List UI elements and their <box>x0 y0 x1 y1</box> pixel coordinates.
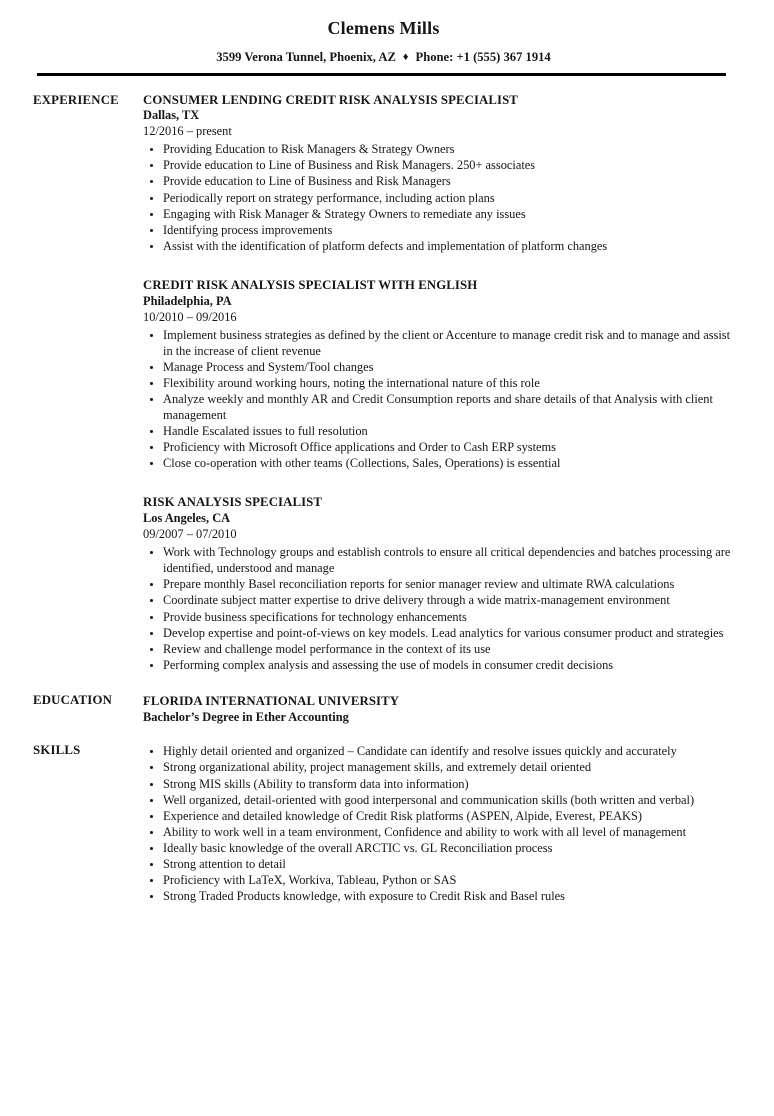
header-divider <box>37 73 726 76</box>
education-school: FLORIDA INTERNATIONAL UNIVERSITY <box>143 693 400 708</box>
bullet-item: • Review and challenge model performance in the context of its use <box>163 641 734 657</box>
job-bullet-list <box>143 141 734 254</box>
bullet-item: • Strong organizational ability, project management skills, and extremely detail oriented <box>163 759 734 775</box>
resume-body <box>33 93 734 905</box>
bullet-item: • Handle Escalated issues to full resolution <box>163 423 734 439</box>
bullet-item: • Provide education to Line of Business and Risk Managers <box>163 173 734 189</box>
bullet-item: • Strong attention to detail <box>163 856 734 872</box>
experience-content <box>143 93 734 673</box>
education-degree: Bachelor’s Degree in Ether Accounting <box>143 710 349 725</box>
section-skills <box>33 742 734 904</box>
job-dates: 12/2016 – present <box>143 124 232 139</box>
bullet-item: • Manage Process and System/Tool changes <box>163 359 734 375</box>
section-education <box>33 693 734 725</box>
bullet-item: • Experience and detailed knowledge of Credit Risk platforms (ASPEN, Alpide, Everest, PEAKS) <box>163 808 734 824</box>
job-dates: 09/2007 – 07/2010 <box>143 527 237 542</box>
job-title: RISK ANALYSIS SPECIALIST <box>143 495 323 510</box>
bullet-item: • Assist with the identification of platform defects and implementation of platform changes <box>163 238 734 254</box>
section-experience <box>33 93 734 673</box>
bullet-item: • Engaging with Risk Manager & Strategy Owners to remediate any issues <box>163 206 734 222</box>
job-title: CREDIT RISK ANALYSIS SPECIALIST WITH ENGLISH <box>143 277 478 292</box>
bullet-item: • Providing Education to Risk Managers & Strategy Owners <box>163 141 734 157</box>
diamond-separator-icon: ♦ <box>402 51 409 63</box>
job-entry-3 <box>143 495 734 672</box>
section-label-skills: SKILLS <box>33 742 81 757</box>
bullet-item: • Develop expertise and point-of-views on key models. Lead analytics for various consumer product and strategies <box>163 625 734 641</box>
contact-line <box>33 49 734 65</box>
bullet-item: • Implement business strategies as defined by the client or Accenture to manage credit risk and to manage and assist in the increase of client revenue <box>163 327 734 359</box>
bullet-item: • Provide education to Line of Business and Risk Managers. 250+ associates <box>163 157 734 173</box>
bullet-item: • Work with Technology groups and establish controls to ensure all critical dependencies and batches processing are identified, understood and manage <box>163 544 734 576</box>
resume-header <box>33 17 734 76</box>
bullet-item: • Highly detail oriented and organized – Candidate can identify and resolve issues quickly and accurately <box>163 743 734 759</box>
bullet-item: • Proficiency with Microsoft Office applications and Order to Cash ERP systems <box>163 439 734 455</box>
job-dates: 10/2010 – 09/2016 <box>143 309 237 324</box>
bullet-item: • Strong Traded Products knowledge, with exposure to Credit Risk and Basel rules <box>163 888 734 904</box>
job-location: Los Angeles, CA <box>143 511 231 526</box>
job-bullet-list <box>143 327 734 472</box>
bullet-item: • Flexibility around working hours, noting the international nature of this role <box>163 375 734 391</box>
bullet-item: • Provide business specifications for technology enhancements <box>163 609 734 625</box>
job-entry-2 <box>143 278 734 472</box>
job-title: CONSUMER LENDING CREDIT RISK ANALYSIS SPECIALIST <box>143 92 518 107</box>
bullet-item: • Ability to work well in a team environment, Confidence and ability to work with all level of management <box>163 824 734 840</box>
bullet-item: • Strong MIS skills (Ability to transform data into information) <box>163 776 734 792</box>
section-label-education: EDUCATION <box>33 693 113 708</box>
bullet-item: • Well organized, detail-oriented with good interpersonal and communication skills (both written and verbal) <box>163 792 734 808</box>
bullet-item: • Proficiency with LaTeX, Workiva, Tableau, Python or SAS <box>163 872 734 888</box>
skills-content <box>143 742 734 904</box>
bullet-item: • Ideally basic knowledge of the overall ARCTIC vs. GL Reconciliation process <box>163 840 734 856</box>
bullet-item: • Periodically report on strategy performance, including action plans <box>163 190 734 206</box>
job-location: Philadelphia, PA <box>143 293 232 308</box>
job-location: Dallas, TX <box>143 108 200 123</box>
job-bullet-list <box>143 544 734 673</box>
candidate-name: Clemens Mills <box>327 18 440 38</box>
contact-address: 3599 Verona Tunnel, Phoenix, AZ <box>216 50 396 64</box>
skills-bullet-list <box>143 743 734 904</box>
contact-phone: Phone: +1 (555) 367 1914 <box>415 50 551 64</box>
bullet-item: • Performing complex analysis and assessing the use of models in consumer credit decisions <box>163 657 734 673</box>
job-entry-1 <box>143 93 734 254</box>
bullet-item: • Close co-operation with other teams (Collections, Sales, Operations) is essential <box>163 455 734 471</box>
bullet-item: • Identifying process improvements <box>163 222 734 238</box>
section-label-experience: EXPERIENCE <box>33 93 119 107</box>
bullet-item: • Prepare monthly Basel reconciliation reports for senior manager review and ultimate RWA calculations <box>163 576 734 592</box>
bullet-item: • Coordinate subject matter expertise to drive delivery through a wide matrix-management environment <box>163 592 734 608</box>
education-content <box>143 693 734 725</box>
bullet-item: • Analyze weekly and monthly AR and Credit Consumption reports and share details of that Analysis with client management <box>163 391 734 423</box>
